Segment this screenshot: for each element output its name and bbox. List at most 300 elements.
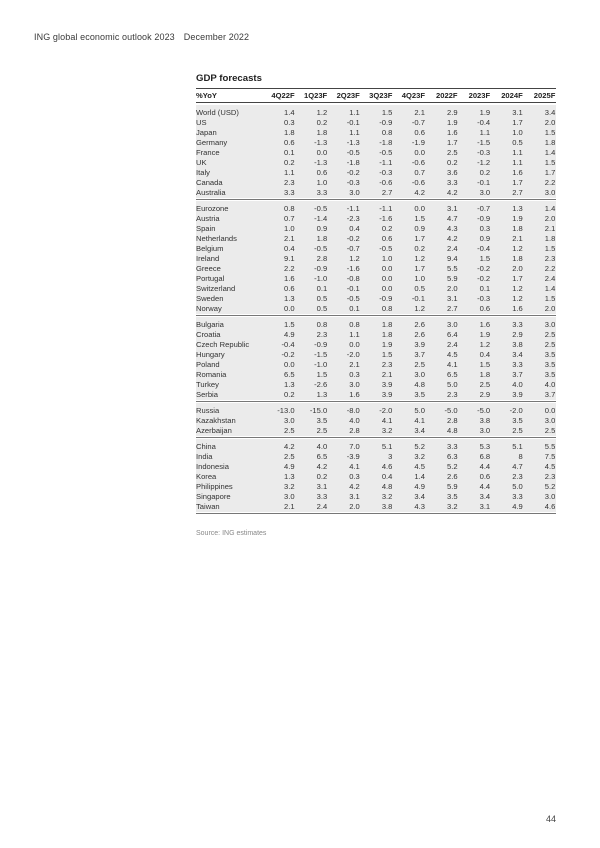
forecast-value: 3.8 <box>479 415 491 425</box>
country-name: Indonesia <box>196 461 229 471</box>
table-row <box>196 213 556 223</box>
forecast-value: 0.2 <box>414 243 425 253</box>
forecast-value: 0.5 <box>316 293 328 303</box>
column-header: 2023F <box>468 90 491 100</box>
table-row <box>196 319 556 329</box>
country-name: Eurozone <box>196 203 229 213</box>
forecast-value: 3 <box>388 451 393 461</box>
forecast-value: 4.6 <box>544 501 556 511</box>
forecast-value: 5.0 <box>447 379 458 389</box>
forecast-value: 1.7 <box>414 233 425 243</box>
forecast-value: 1.3 <box>284 471 295 481</box>
forecast-value: -0.3 <box>346 177 360 187</box>
forecast-value: 4.9 <box>414 481 425 491</box>
forecast-value: 3.3 <box>512 359 523 369</box>
forecast-value: 2.6 <box>447 471 458 481</box>
forecast-value: -1.8 <box>379 137 393 147</box>
column-header: 4Q22F <box>271 90 295 100</box>
country-name: Philippines <box>196 481 233 491</box>
forecast-value: 3.1 <box>479 501 491 511</box>
forecast-value: 1.8 <box>512 253 523 263</box>
forecast-value: 2.8 <box>349 425 360 435</box>
forecast-value: 3.3 <box>316 491 328 501</box>
country-name: Austria <box>196 213 220 223</box>
forecast-value: -0.5 <box>379 147 393 157</box>
forecast-value: 0.3 <box>479 223 491 233</box>
forecast-value: 3.2 <box>381 425 393 435</box>
forecast-value: 0.0 <box>414 147 425 157</box>
forecast-value: 3.4 <box>414 425 425 435</box>
forecast-value: -1.0 <box>314 359 328 369</box>
table-row <box>196 389 556 399</box>
forecast-value: 5.3 <box>479 441 491 451</box>
forecast-value: 1.8 <box>512 223 523 233</box>
forecast-value: 0.2 <box>284 389 295 399</box>
forecast-value: 1.7 <box>512 177 523 187</box>
forecast-value: 1.7 <box>414 263 425 273</box>
forecast-value: 3.8 <box>512 339 523 349</box>
forecast-value: 3.0 <box>284 415 295 425</box>
forecast-value: 2.7 <box>512 187 523 197</box>
forecast-value: -0.9 <box>379 117 393 127</box>
forecast-value: 1.5 <box>381 107 393 117</box>
forecast-value: 5.5 <box>447 263 458 273</box>
forecast-value: 1.1 <box>512 147 523 157</box>
forecast-value: 7.0 <box>349 441 360 451</box>
forecast-value: 3.0 <box>349 379 360 389</box>
forecast-value: 0.5 <box>316 303 328 313</box>
country-name: Japan <box>196 127 217 137</box>
forecast-value: 2.1 <box>284 501 295 511</box>
country-name: Spain <box>196 223 216 233</box>
forecast-value: 3.1 <box>447 293 458 303</box>
forecast-value: 1.5 <box>544 157 556 167</box>
forecast-value: 0.8 <box>284 203 295 213</box>
forecast-value: 4.7 <box>447 213 458 223</box>
forecast-value: 6.5 <box>447 369 458 379</box>
forecast-value: 2.1 <box>284 233 295 243</box>
forecast-value: 0.1 <box>349 303 360 313</box>
forecast-value: -0.9 <box>314 263 328 273</box>
table-row <box>196 415 556 425</box>
forecast-value: 3.9 <box>512 389 523 399</box>
table-row <box>196 339 556 349</box>
forecast-value: -1.1 <box>379 157 393 167</box>
forecast-value: 0.1 <box>479 283 491 293</box>
forecast-value: 2.3 <box>544 471 556 481</box>
forecast-value: 3.0 <box>349 187 360 197</box>
forecast-value: 5.0 <box>512 481 523 491</box>
country-name: Netherlands <box>196 233 237 243</box>
forecast-value: 0.3 <box>284 117 295 127</box>
table-row <box>196 349 556 359</box>
forecast-value: 0.0 <box>544 405 556 415</box>
forecast-value: 2.1 <box>544 223 556 233</box>
forecast-value: 4.8 <box>414 379 425 389</box>
forecast-value: 3.4 <box>544 107 556 117</box>
country-name: Portugal <box>196 273 225 283</box>
forecast-value: -0.4 <box>477 117 491 127</box>
forecast-value: 0.2 <box>284 157 295 167</box>
forecast-value: 3.1 <box>512 107 523 117</box>
forecast-value: 2.5 <box>284 451 295 461</box>
forecast-value: 5.9 <box>447 481 458 491</box>
forecast-value: -0.9 <box>314 339 328 349</box>
forecast-value: 2.1 <box>414 107 425 117</box>
forecast-value: 2.4 <box>544 273 556 283</box>
forecast-value: 6.5 <box>284 369 295 379</box>
forecast-value: 1.7 <box>544 167 556 177</box>
table-row <box>196 441 556 451</box>
forecast-value: 1.5 <box>381 349 393 359</box>
forecast-value: 0.2 <box>381 223 393 233</box>
forecast-value: 4.2 <box>284 441 295 451</box>
forecast-value: 4.2 <box>316 461 328 471</box>
country-name: Greece <box>196 263 221 273</box>
table-row <box>196 501 556 511</box>
forecast-value: 6.5 <box>316 451 328 461</box>
forecast-value: 1.8 <box>316 233 328 243</box>
forecast-value: 2.3 <box>447 389 458 399</box>
forecast-value: 2.0 <box>544 303 556 313</box>
forecast-value: 4.5 <box>414 461 425 471</box>
forecast-value: 4.4 <box>479 461 491 471</box>
forecast-value: 4.5 <box>544 461 556 471</box>
forecast-value: 0.2 <box>316 117 328 127</box>
forecast-value: -1.9 <box>411 137 425 147</box>
forecast-value: -2.6 <box>314 379 328 389</box>
forecast-value: 0.8 <box>381 127 393 137</box>
forecast-value: -1.8 <box>346 157 360 167</box>
forecast-value: 2.4 <box>447 243 458 253</box>
forecast-value: 1.0 <box>284 223 295 233</box>
forecast-value: -0.7 <box>346 243 360 253</box>
forecast-value: 1.5 <box>544 293 556 303</box>
forecast-value: -15.0 <box>309 405 328 415</box>
forecast-value: 3.3 <box>512 319 523 329</box>
forecast-value: 2.3 <box>381 359 393 369</box>
forecast-value: 3.1 <box>316 481 328 491</box>
forecast-value: 3.0 <box>544 187 556 197</box>
forecast-value: 1.6 <box>284 273 295 283</box>
forecast-value: -1.0 <box>314 273 328 283</box>
forecast-value: 3.0 <box>479 425 491 435</box>
forecast-value: 1.8 <box>479 369 491 379</box>
forecast-value: -1.1 <box>346 203 360 213</box>
forecast-value: 9.4 <box>447 253 458 263</box>
forecast-value: 5.2 <box>544 481 556 491</box>
forecast-value: 6.8 <box>479 451 491 461</box>
forecast-value: 1.1 <box>349 329 360 339</box>
table-row <box>196 263 556 273</box>
column-header: 1Q23F <box>303 90 328 100</box>
forecast-value: 1.8 <box>544 137 556 147</box>
forecast-value: 0.3 <box>349 471 360 481</box>
forecast-value: 3.2 <box>284 481 295 491</box>
forecast-value: 2.5 <box>316 425 328 435</box>
forecast-value: 3.3 <box>447 177 458 187</box>
forecast-value: 1.4 <box>544 147 556 157</box>
forecast-value: 2.5 <box>544 425 556 435</box>
forecast-value: 2.0 <box>447 283 458 293</box>
forecast-value: -0.3 <box>477 293 491 303</box>
forecast-value: -0.9 <box>379 293 393 303</box>
forecast-value: -1.3 <box>346 137 360 147</box>
forecast-value: 3.0 <box>544 415 556 425</box>
forecast-value: -0.7 <box>477 203 491 213</box>
country-name: Poland <box>196 359 220 369</box>
forecast-value: 5.9 <box>447 273 458 283</box>
forecast-value: 1.8 <box>316 127 328 137</box>
forecast-value: 2.1 <box>349 359 360 369</box>
forecast-value: 3.4 <box>479 491 491 501</box>
table-row <box>196 137 556 147</box>
country-name: Taiwan <box>196 501 220 511</box>
table-row <box>196 405 556 415</box>
forecast-value: 4.2 <box>414 187 425 197</box>
unit-label: %YoY <box>196 90 217 100</box>
country-name: Russia <box>196 405 220 415</box>
forecast-value: 3.7 <box>512 369 523 379</box>
forecast-value: 1.8 <box>544 233 556 243</box>
forecast-value: 1.0 <box>512 127 523 137</box>
table-row <box>196 283 556 293</box>
forecast-value: 2.5 <box>414 359 425 369</box>
forecast-value: 2.3 <box>316 329 328 339</box>
forecast-value: 4.9 <box>284 329 295 339</box>
forecast-value: 2.3 <box>544 253 556 263</box>
country-name: UK <box>196 157 207 167</box>
forecast-value: 0.0 <box>381 273 393 283</box>
forecast-value: 1.3 <box>284 379 295 389</box>
forecast-value: -1.3 <box>314 157 328 167</box>
forecast-value: 0.0 <box>316 147 328 157</box>
forecast-value: 3.0 <box>414 369 425 379</box>
forecast-value: 2.4 <box>447 339 458 349</box>
country-name: Switzerland <box>196 283 236 293</box>
country-name: Sweden <box>196 293 224 303</box>
forecast-value: 0.9 <box>414 223 425 233</box>
doc-title: ING global economic outlook 2023 <box>34 32 175 42</box>
forecast-value: 1.3 <box>316 389 328 399</box>
table-row <box>196 157 556 167</box>
forecast-value: 6.3 <box>447 451 458 461</box>
forecast-value: 5.5 <box>544 441 556 451</box>
forecast-value: 3.2 <box>447 501 458 511</box>
forecast-value: 3.5 <box>414 389 425 399</box>
forecast-value: -0.2 <box>346 167 360 177</box>
forecast-value: -0.1 <box>346 283 360 293</box>
column-header: 2024F <box>501 90 523 100</box>
forecast-value: -0.7 <box>411 117 425 127</box>
forecast-value: -0.8 <box>346 273 360 283</box>
forecast-value: 3.0 <box>544 491 556 501</box>
country-name: Azerbaijan <box>196 425 232 435</box>
forecast-value: 5.0 <box>414 405 425 415</box>
country-name: Hungary <box>196 349 225 359</box>
column-header: 2022F <box>436 90 458 100</box>
country-name: Croatia <box>196 329 221 339</box>
forecast-value: 0.1 <box>284 147 295 157</box>
table-row <box>196 293 556 303</box>
forecast-value: 0.6 <box>479 303 491 313</box>
forecast-value: 3.5 <box>544 359 556 369</box>
forecast-value: -0.2 <box>281 349 295 359</box>
forecast-value: 0.8 <box>381 303 393 313</box>
forecast-value: -0.5 <box>314 203 328 213</box>
forecast-value: 5.1 <box>512 441 523 451</box>
forecast-value: 3.0 <box>284 491 295 501</box>
forecast-value: 0.4 <box>284 243 295 253</box>
forecast-value: 1.0 <box>414 273 425 283</box>
table-row <box>196 379 556 389</box>
forecast-value: 1.2 <box>512 243 523 253</box>
forecast-value: -1.6 <box>346 263 360 273</box>
forecast-value: 1.5 <box>544 243 556 253</box>
table-row <box>196 303 556 313</box>
forecast-value: 4.1 <box>381 415 393 425</box>
forecast-value: 1.7 <box>512 117 523 127</box>
forecast-value: 1.6 <box>479 319 491 329</box>
forecast-value: -0.2 <box>477 263 491 273</box>
country-name: Australia <box>196 187 226 197</box>
forecast-value: -1.5 <box>314 349 328 359</box>
forecast-value: 0.9 <box>479 233 491 243</box>
table-row <box>196 167 556 177</box>
table-title: GDP forecasts <box>196 73 262 84</box>
forecast-value: 4.1 <box>447 359 458 369</box>
column-header: 2025F <box>533 90 556 100</box>
forecast-value: -0.3 <box>379 167 393 177</box>
forecast-value: 2.7 <box>381 187 393 197</box>
forecast-value: 1.6 <box>349 389 360 399</box>
forecast-value: 7.5 <box>544 451 556 461</box>
table-row <box>196 329 556 339</box>
forecast-value: 1.9 <box>479 329 491 339</box>
forecast-value: 4.0 <box>512 379 523 389</box>
forecast-value: 1.5 <box>544 127 556 137</box>
table-row <box>196 203 556 213</box>
forecast-value: -0.9 <box>477 213 491 223</box>
forecast-value: 2.5 <box>479 379 491 389</box>
table-row <box>196 187 556 197</box>
forecast-value: -1.6 <box>379 213 393 223</box>
table-row <box>196 253 556 263</box>
forecast-value: 0.2 <box>479 167 491 177</box>
forecast-value: 3.1 <box>447 203 458 213</box>
forecast-value: 1.5 <box>284 319 295 329</box>
forecast-value: 1.4 <box>284 107 295 117</box>
forecast-value: 4.2 <box>447 187 458 197</box>
country-name: Singapore <box>196 491 231 501</box>
forecast-value: -0.6 <box>411 177 425 187</box>
forecast-value: 4.8 <box>381 481 393 491</box>
forecast-value: 2.5 <box>284 425 295 435</box>
forecast-value: -0.5 <box>379 243 393 253</box>
forecast-value: 3.3 <box>447 441 458 451</box>
country-name: World (USD) <box>196 107 239 117</box>
forecast-value: 0.3 <box>349 369 360 379</box>
forecast-value: 4.3 <box>414 501 425 511</box>
forecast-value: 4.0 <box>544 379 556 389</box>
forecast-value: -2.0 <box>379 405 393 415</box>
forecast-value: 1.3 <box>284 293 295 303</box>
forecast-value: -2.0 <box>346 349 360 359</box>
forecast-value: 4.2 <box>447 233 458 243</box>
country-name: Norway <box>196 303 222 313</box>
forecast-value: 1.6 <box>512 167 523 177</box>
forecast-value: -0.1 <box>411 293 425 303</box>
forecast-value: 1.9 <box>447 117 458 127</box>
forecast-value: -0.6 <box>411 157 425 167</box>
table-row <box>196 233 556 243</box>
forecast-value: 2.0 <box>512 263 523 273</box>
forecast-value: 3.0 <box>544 319 556 329</box>
doc-date: December 2022 <box>183 32 250 42</box>
forecast-value: 5.2 <box>447 461 458 471</box>
forecast-value: -0.1 <box>346 117 360 127</box>
forecast-value: 1.9 <box>381 339 393 349</box>
forecast-value: 1.6 <box>447 127 458 137</box>
forecast-value: 3.4 <box>512 349 523 359</box>
forecast-value: 3.0 <box>447 319 458 329</box>
forecast-value: -3.9 <box>346 451 360 461</box>
forecast-value: -0.4 <box>477 243 491 253</box>
forecast-value: 1.5 <box>316 369 328 379</box>
forecast-value: 1.1 <box>349 127 360 137</box>
forecast-value: 0.0 <box>349 339 360 349</box>
column-header: 2Q23F <box>336 90 360 100</box>
forecast-value: -0.4 <box>281 339 295 349</box>
forecast-value: 0.0 <box>381 283 393 293</box>
table-row <box>196 481 556 491</box>
forecast-value: 0.9 <box>316 223 328 233</box>
forecast-value: -0.2 <box>346 233 360 243</box>
country-name: Italy <box>196 167 210 177</box>
forecast-value: -1.4 <box>314 213 328 223</box>
forecast-value: 4.3 <box>447 223 458 233</box>
forecast-value: -0.3 <box>477 147 491 157</box>
gdp-forecast-table <box>196 89 556 511</box>
forecast-value: 2.9 <box>479 389 491 399</box>
forecast-value: 4.2 <box>349 481 360 491</box>
forecast-value: 1.9 <box>512 213 523 223</box>
forecast-value: 3.7 <box>414 349 425 359</box>
forecast-value: 2.9 <box>447 107 458 117</box>
forecast-value: 0.7 <box>284 213 295 223</box>
country-name: Belgium <box>196 243 224 253</box>
forecast-value: 2.6 <box>414 329 425 339</box>
country-name: France <box>196 147 220 157</box>
forecast-value: 1.5 <box>479 253 491 263</box>
forecast-value: 3.3 <box>512 491 523 501</box>
forecast-value: -0.2 <box>477 273 491 283</box>
country-name: US <box>196 117 207 127</box>
forecast-value: 1.0 <box>316 177 328 187</box>
forecast-value: 0.5 <box>414 283 425 293</box>
forecast-value: 2.9 <box>512 329 523 339</box>
forecast-value: 0.6 <box>479 471 491 481</box>
forecast-value: 3.9 <box>381 379 393 389</box>
forecast-value: 2.2 <box>544 263 556 273</box>
forecast-value: 2.0 <box>544 213 556 223</box>
country-name: Romania <box>196 369 227 379</box>
forecast-value: 2.1 <box>512 233 523 243</box>
forecast-value: 6.4 <box>447 329 458 339</box>
forecast-value: 3.3 <box>316 187 328 197</box>
forecast-value: 4.7 <box>512 461 523 471</box>
forecast-value: 1.5 <box>479 359 491 369</box>
